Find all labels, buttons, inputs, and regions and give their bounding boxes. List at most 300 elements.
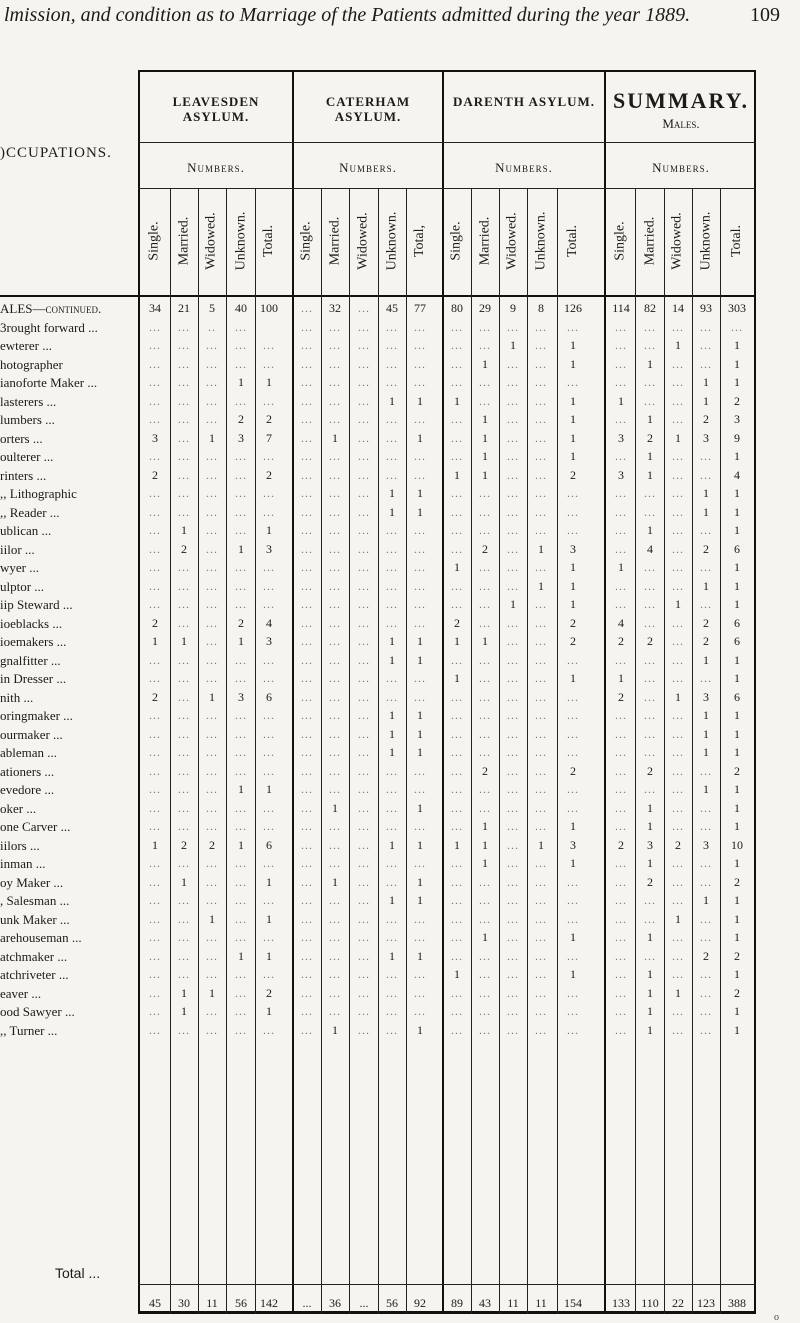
table-cell: ... bbox=[149, 375, 161, 389]
table-cell: ... bbox=[535, 319, 547, 334]
table-cell: ... bbox=[178, 893, 190, 907]
table-cell: 5 bbox=[209, 301, 215, 315]
table-cell: ... bbox=[329, 412, 341, 426]
table-cell: ... bbox=[386, 319, 398, 334]
table-cell: 2 bbox=[238, 412, 244, 426]
table-cell: 1 bbox=[647, 412, 653, 426]
table-cell: ... bbox=[672, 449, 684, 463]
total-cell: 56 bbox=[386, 1296, 398, 1310]
total-cell: 11 bbox=[507, 1296, 519, 1310]
table-cell: ... bbox=[386, 467, 398, 482]
table-cell: 2 bbox=[266, 467, 272, 482]
table-cell: ... bbox=[479, 1004, 491, 1018]
table-cell: ... bbox=[301, 430, 313, 445]
table-cell: 1 bbox=[266, 948, 272, 963]
table-cell: 1 bbox=[181, 985, 187, 1000]
table-cell: 1 bbox=[734, 338, 740, 352]
table-cell: ... bbox=[479, 504, 491, 519]
total-cell: 110 bbox=[641, 1296, 659, 1310]
table-cell: ... bbox=[358, 708, 370, 722]
table-cell: ... bbox=[301, 301, 313, 315]
row-label: ableman ... bbox=[0, 745, 58, 760]
table-cell: ... bbox=[235, 597, 247, 611]
table-cell: 2 bbox=[647, 874, 653, 889]
table-cell: 1 bbox=[538, 541, 544, 556]
table-cell: 1 bbox=[389, 726, 395, 741]
table-cell: 1 bbox=[454, 837, 460, 852]
table-cell: 6 bbox=[734, 615, 740, 630]
table-cell: ... bbox=[672, 874, 684, 889]
table-cell: 2 bbox=[734, 948, 740, 963]
table-cell: ... bbox=[206, 393, 218, 408]
column-header bbox=[607, 196, 635, 286]
table-cell: ... bbox=[263, 671, 275, 685]
table-cell: ... bbox=[479, 1022, 491, 1037]
table-cell: ... bbox=[358, 985, 370, 1000]
table-cell: ... bbox=[329, 615, 341, 630]
table-cell: ... bbox=[329, 597, 341, 611]
table-cell: 4 bbox=[647, 541, 653, 556]
table-cell: ... bbox=[206, 615, 218, 630]
table-cell: ... bbox=[644, 393, 656, 408]
table-cell: ... bbox=[358, 948, 370, 963]
table-cell: ... bbox=[235, 467, 247, 482]
table-cell: ... bbox=[451, 319, 463, 334]
table-cell: 1 bbox=[618, 560, 624, 574]
table-cell: ... bbox=[263, 726, 275, 741]
table-cell: 1 bbox=[238, 634, 244, 648]
table-cell: ... bbox=[358, 856, 370, 870]
row-label: ,, Turner ... bbox=[0, 1022, 58, 1038]
table-cell: ... bbox=[535, 430, 547, 445]
table-cell: 1 bbox=[266, 523, 272, 537]
table-cell: ... bbox=[567, 948, 579, 963]
column-header bbox=[350, 196, 378, 286]
row-label: gnalfitter ... bbox=[0, 652, 61, 668]
table-cell: ... bbox=[644, 652, 656, 667]
table-cell: ... bbox=[451, 874, 463, 889]
table-cell: 1 bbox=[647, 985, 653, 1000]
table-cell: ... bbox=[567, 1004, 579, 1018]
column-header bbox=[170, 196, 198, 286]
column-header-label: Widowed. bbox=[670, 212, 685, 270]
table-cell: ... bbox=[507, 967, 519, 981]
table-cell: ... bbox=[301, 412, 313, 426]
table-cell: ... bbox=[206, 726, 218, 741]
table-cell: 2 bbox=[209, 837, 215, 852]
table-cell: ... bbox=[178, 560, 190, 574]
table-cell: ... bbox=[507, 652, 519, 667]
table-cell: ... bbox=[178, 819, 190, 833]
table-cell: ... bbox=[178, 486, 190, 500]
row-label: atchmaker ... bbox=[0, 948, 68, 964]
table-cell: 1 bbox=[570, 338, 576, 352]
table-cell: 1 bbox=[570, 819, 576, 833]
row-label: oker ... bbox=[0, 800, 37, 816]
table-cell: ... bbox=[507, 671, 519, 685]
table-cell: 32 bbox=[329, 301, 341, 315]
total-cell: 56 bbox=[235, 1296, 247, 1310]
table-cell: ... bbox=[149, 523, 161, 537]
table-cell: ... bbox=[206, 504, 218, 519]
table-cell: ... bbox=[507, 1022, 519, 1037]
table-cell: ... bbox=[206, 541, 218, 556]
table-cell: ... bbox=[206, 763, 218, 778]
table-cell: ... bbox=[178, 652, 190, 667]
table-cell: ... bbox=[700, 523, 712, 537]
table-cell: ... bbox=[535, 819, 547, 833]
table-cell: ... bbox=[672, 504, 684, 519]
table-cell: ... bbox=[700, 597, 712, 611]
table-cell: 1 bbox=[482, 856, 488, 870]
table-cell: ... bbox=[507, 319, 519, 334]
table-cell: ... bbox=[535, 911, 547, 926]
table-cell: 1 bbox=[647, 819, 653, 833]
table-cell: ... bbox=[178, 671, 190, 685]
table-cell: ... bbox=[535, 652, 547, 667]
table-cell: ... bbox=[507, 634, 519, 648]
column-header-label: Married. bbox=[327, 216, 342, 266]
table-cell: ... bbox=[644, 948, 656, 963]
table-cell: ... bbox=[644, 338, 656, 352]
column-header bbox=[636, 196, 664, 286]
table-cell: ... bbox=[329, 652, 341, 667]
table-cell: ... bbox=[672, 615, 684, 630]
table-cell: ... bbox=[535, 523, 547, 537]
table-cell: 1 bbox=[209, 985, 215, 1000]
table-cell: ... bbox=[451, 726, 463, 741]
table-cell: 77 bbox=[414, 301, 426, 315]
table-cell: ... bbox=[672, 1004, 684, 1018]
total-cell: 154 bbox=[564, 1296, 582, 1310]
column-header-label: Widowed. bbox=[505, 212, 520, 270]
table-cell: ... bbox=[615, 1022, 627, 1037]
table-cell: 2 bbox=[734, 874, 740, 889]
table-cell: 2 bbox=[734, 393, 740, 408]
column-header bbox=[664, 196, 692, 286]
table-cell: 82 bbox=[644, 301, 656, 315]
table-cell: 2 bbox=[570, 615, 576, 630]
row-label: lumbers ... bbox=[0, 412, 55, 427]
table-cell: ... bbox=[451, 745, 463, 759]
table-cell: ... bbox=[329, 504, 341, 519]
column-header bbox=[255, 196, 283, 286]
column-header-label: Total. bbox=[729, 224, 745, 258]
table-cell: 8 bbox=[538, 301, 544, 315]
table-cell: 1 bbox=[675, 338, 681, 352]
table-cell: ... bbox=[672, 948, 684, 963]
table-cell: 1 bbox=[570, 856, 576, 870]
table-cell: ... bbox=[149, 930, 161, 944]
table-cell: 1 bbox=[647, 356, 653, 371]
table-cell: ... bbox=[672, 523, 684, 537]
table-cell: 1 bbox=[647, 449, 653, 463]
table-cell: ... bbox=[301, 356, 313, 371]
table-cell: ... bbox=[149, 911, 161, 926]
table-cell: ... bbox=[672, 856, 684, 870]
table-cell: ... bbox=[567, 800, 579, 815]
table-cell: 2 bbox=[618, 837, 624, 852]
table-cell: 1 bbox=[454, 560, 460, 574]
row-label: in Dresser ... bbox=[0, 671, 67, 686]
table-cell: 1 bbox=[647, 523, 653, 537]
table-cell: ... bbox=[535, 930, 547, 944]
table-cell: ... bbox=[329, 523, 341, 537]
table-cell: ... bbox=[644, 486, 656, 500]
table-cell: ... bbox=[615, 541, 627, 556]
table-cell: ... bbox=[301, 856, 313, 870]
table-cell: ... bbox=[206, 967, 218, 981]
table-cell: ... bbox=[358, 615, 370, 630]
table-cell: ... bbox=[263, 708, 275, 722]
table-cell: ... bbox=[451, 911, 463, 926]
table-cell: ... bbox=[507, 430, 519, 445]
table-cell: 1 bbox=[570, 671, 576, 685]
table-cell: ... bbox=[615, 874, 627, 889]
table-cell: ... bbox=[479, 615, 491, 630]
table-cell: 1 bbox=[238, 782, 244, 796]
table-cell: 1 bbox=[482, 356, 488, 371]
table-cell: 1 bbox=[618, 393, 624, 408]
table-cell: ... bbox=[615, 763, 627, 778]
table-cell: 1 bbox=[417, 634, 423, 648]
total-cell: 22 bbox=[672, 1296, 684, 1310]
table-cell: ... bbox=[567, 504, 579, 519]
table-cell: ... bbox=[479, 800, 491, 815]
row-label: ublican ... bbox=[0, 523, 52, 538]
table-cell: ... bbox=[149, 800, 161, 815]
table-cell: 6 bbox=[266, 689, 272, 704]
table-cell: ... bbox=[615, 338, 627, 352]
table-cell: 1 bbox=[734, 560, 740, 574]
table-cell: ... bbox=[206, 1004, 218, 1018]
table-cell: ... bbox=[644, 319, 656, 334]
table-cell: ... bbox=[386, 819, 398, 833]
table-cell: ... bbox=[358, 671, 370, 685]
table-cell: ... bbox=[178, 911, 190, 926]
table-cell: ... bbox=[451, 800, 463, 815]
table-cell: ... bbox=[301, 893, 313, 907]
table-cell: ... bbox=[149, 782, 161, 796]
table-cell: 1 bbox=[209, 911, 215, 926]
table-cell: ... bbox=[358, 652, 370, 667]
table-cell: ... bbox=[644, 375, 656, 389]
row-label: inman ... bbox=[0, 856, 46, 871]
total-cell: ... bbox=[359, 1296, 369, 1310]
total-cell: 388 bbox=[728, 1296, 746, 1310]
table-cell: ... bbox=[301, 763, 313, 778]
table-cell: ... bbox=[301, 597, 313, 611]
table-cell: ... bbox=[731, 319, 743, 334]
table-cell: ... bbox=[700, 319, 712, 334]
table-cell: ... bbox=[567, 911, 579, 926]
table-cell: 303 bbox=[728, 301, 746, 315]
table-cell: ... bbox=[149, 856, 161, 870]
table-cell: ... bbox=[700, 671, 712, 685]
table-cell: 2 bbox=[618, 689, 624, 704]
table-cell: ... bbox=[451, 782, 463, 796]
table-cell: ... bbox=[206, 874, 218, 889]
table-cell: 1 bbox=[266, 782, 272, 796]
table-cell: ... bbox=[329, 856, 341, 870]
table-cell: ... bbox=[301, 745, 313, 759]
table-cell: 1 bbox=[266, 1004, 272, 1018]
table-cell: 3 bbox=[570, 541, 576, 556]
table-cell: 1 bbox=[734, 1022, 740, 1037]
table-cell: ... bbox=[644, 708, 656, 722]
row-label: ,, Lithographic bbox=[0, 486, 77, 501]
table-cell: ... bbox=[451, 430, 463, 445]
leavesden-heading: LEAVESDEN ASYLUM. bbox=[172, 94, 260, 124]
table-cell: ... bbox=[386, 689, 398, 704]
table-cell: ... bbox=[301, 1004, 313, 1018]
table-cell: ... bbox=[479, 523, 491, 537]
table-cell: 1 bbox=[332, 874, 338, 889]
table-cell: ... bbox=[329, 634, 341, 648]
table-cell: ... bbox=[700, 338, 712, 352]
table-cell: 1 bbox=[647, 967, 653, 981]
table-cell: ... bbox=[149, 893, 161, 907]
row-label: 3rought forward ... bbox=[0, 319, 98, 335]
table-cell: ... bbox=[414, 597, 426, 611]
table-cell: ... bbox=[178, 338, 190, 352]
table-cell: 40 bbox=[235, 301, 247, 315]
table-cell: 1 bbox=[417, 726, 423, 741]
table-cell: ... bbox=[178, 578, 190, 593]
table-cell: ... bbox=[206, 597, 218, 611]
table-cell: ... bbox=[235, 319, 247, 334]
table-cell: ... bbox=[358, 338, 370, 352]
table-cell: ... bbox=[358, 967, 370, 981]
table-cell: 3 bbox=[238, 689, 244, 704]
table-cell: ... bbox=[235, 800, 247, 815]
table-cell: ... bbox=[149, 745, 161, 759]
table-cell: ... bbox=[178, 467, 190, 482]
column-header-label: Married. bbox=[477, 216, 492, 266]
table-cell: ... bbox=[414, 671, 426, 685]
table-cell: ... bbox=[301, 708, 313, 722]
column-header bbox=[527, 196, 555, 286]
table-cell: ... bbox=[301, 689, 313, 704]
table-cell: ... bbox=[535, 689, 547, 704]
table-cell: ... bbox=[615, 356, 627, 371]
table-cell: ... bbox=[672, 393, 684, 408]
table-cell: 2 bbox=[703, 948, 709, 963]
table-cell: ... bbox=[301, 652, 313, 667]
table-cell: ... bbox=[535, 486, 547, 500]
table-cell: ... bbox=[178, 708, 190, 722]
table-cell: ... bbox=[235, 671, 247, 685]
table-cell: ... bbox=[507, 930, 519, 944]
table-cell: ... bbox=[301, 634, 313, 648]
table-cell: 1 bbox=[734, 578, 740, 593]
table-cell: ... bbox=[535, 856, 547, 870]
table-cell: ... bbox=[535, 393, 547, 408]
table-cell: ... bbox=[329, 671, 341, 685]
table-cell: ... bbox=[235, 985, 247, 1000]
table-cell: ... bbox=[672, 578, 684, 593]
table-cell: ... bbox=[263, 745, 275, 759]
column-header bbox=[471, 196, 499, 286]
table-cell: ... bbox=[451, 708, 463, 722]
column-header-label: Widowed. bbox=[356, 212, 371, 270]
table-cell: ... bbox=[507, 763, 519, 778]
table-cell: 14 bbox=[672, 301, 684, 315]
table-cell: 1 bbox=[647, 1004, 653, 1018]
table-cell: ... bbox=[149, 541, 161, 556]
table-cell: ... bbox=[149, 560, 161, 574]
table-cell: ... bbox=[178, 1022, 190, 1037]
table-cell: ... bbox=[672, 541, 684, 556]
table-cell: ... bbox=[149, 1022, 161, 1037]
table-cell: 3 bbox=[618, 467, 624, 482]
table-cell: ... bbox=[414, 689, 426, 704]
table-cell: ... bbox=[672, 763, 684, 778]
table-cell: ... bbox=[178, 726, 190, 741]
table-cell: ... bbox=[507, 449, 519, 463]
table-cell: 1 bbox=[238, 837, 244, 852]
table-cell: ... bbox=[358, 504, 370, 519]
table-cell: ... bbox=[149, 486, 161, 500]
table-cell: ... bbox=[479, 689, 491, 704]
table-cell: ... bbox=[149, 671, 161, 685]
table-cell: ... bbox=[451, 338, 463, 352]
table-cell: 2 bbox=[647, 430, 653, 445]
table-cell: 3 bbox=[647, 837, 653, 852]
page-corner-mark: ο bbox=[774, 1312, 779, 1323]
table-cell: ... bbox=[178, 430, 190, 445]
table-cell: ... bbox=[329, 541, 341, 556]
table-cell: ... bbox=[535, 597, 547, 611]
table-cell: 3 bbox=[266, 541, 272, 556]
table-cell: ... bbox=[451, 449, 463, 463]
table-cell: 1 bbox=[734, 486, 740, 500]
table-cell: ... bbox=[615, 856, 627, 870]
table-cell: ... bbox=[358, 467, 370, 482]
header-rule bbox=[138, 142, 756, 143]
table-cell: 1 bbox=[454, 634, 460, 648]
table-cell: ... bbox=[451, 486, 463, 500]
table-cell: ... bbox=[206, 893, 218, 907]
table-cell: ... bbox=[263, 578, 275, 593]
table-cell: 1 bbox=[181, 1004, 187, 1018]
table-cell: ... bbox=[178, 782, 190, 796]
table-cell: ... bbox=[414, 449, 426, 463]
table-cell: ... bbox=[507, 541, 519, 556]
table-cell: ... bbox=[149, 412, 161, 426]
table-cell: 2 bbox=[181, 541, 187, 556]
page-number: 109 bbox=[750, 4, 780, 26]
table-cell: 1 bbox=[734, 1004, 740, 1018]
row-label: lasterers ... bbox=[0, 393, 57, 409]
table-cell: 1 bbox=[570, 930, 576, 944]
column-header-label: Unknown. bbox=[384, 211, 400, 271]
table-cell: ... bbox=[206, 523, 218, 537]
table-cell: ... bbox=[263, 893, 275, 907]
table-cell: ... bbox=[263, 356, 275, 371]
table-cell: ... bbox=[263, 819, 275, 833]
table-cell: ... bbox=[615, 319, 627, 334]
table-cell: 2 bbox=[570, 467, 576, 482]
column-header bbox=[723, 196, 751, 286]
table-cell: ... bbox=[535, 967, 547, 981]
column-header-label: Single. bbox=[299, 221, 314, 261]
table-cell: ... bbox=[451, 356, 463, 371]
table-cell: ... bbox=[206, 578, 218, 593]
table-cell: ... bbox=[358, 800, 370, 815]
table-cell: ... bbox=[615, 1004, 627, 1018]
table-cell: ... bbox=[644, 671, 656, 685]
